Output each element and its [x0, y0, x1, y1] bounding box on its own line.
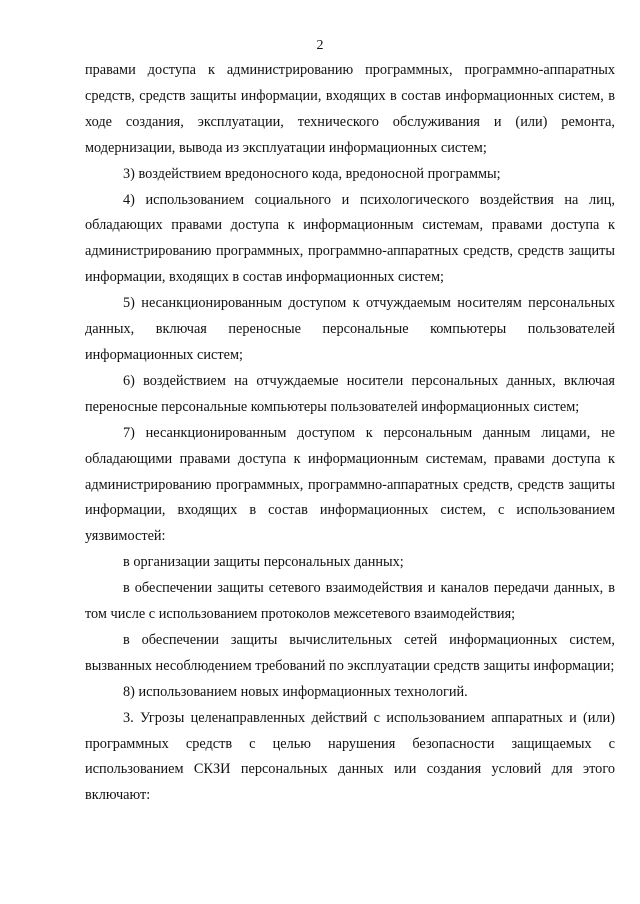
paragraph-item-5: 5) несанкционированным доступом к отчуждаемым носителям персональных данных, включая переносные персональные компьютеры пользователей информационных систем; [85, 295, 615, 363]
paragraph-continuation: правами доступа к администрированию программных, программно-аппаратных средств, средств защиты информации, входящих в состав информационных систем, в ходе создания, эксплуатации, технического обслуживания и (или) ремонта, модернизации, вывода из эксплуатации информационных систем; [85, 62, 615, 156]
paragraph-item-6: 6) воздействием на отчуждаемые носители персональных данных, включая переносные персональные компьютеры пользователей информационных систем; [85, 372, 615, 415]
paragraph-item-4: 4) использованием социального и психологического воздействия на лиц, обладающих правами доступа к информационным системам, правами доступа к администрированию программных, программно-аппаратных средств, средств защиты информации, входящих в состав информационных систем; [85, 191, 615, 286]
page-number: 2 [316, 38, 324, 53]
paragraph-item-8: 8) использованием новых информационных технологий. [123, 683, 468, 700]
paragraph-subitem-network: в обеспечении защиты сетевого взаимодействия и каналов передачи данных, в том числе с использованием протоколов межсетевого взаимодействия; [85, 580, 615, 623]
paragraph-subitem-organization: в организации защиты персональных данных; [123, 554, 404, 571]
paragraph-item-7: 7) несанкционированным доступом к персональным данным лицами, не обладающими правами доступа к информационным системам, правами доступа к администрированию программных, программно-аппаратных средств, средств защиты информации, входящих в состав информационных систем, с использованием уязвимостей: [85, 424, 615, 545]
document-body [85, 58, 615, 809]
paragraph-subitem-computing-networks: в обеспечении защиты вычислительных сетей информационных систем, вызванных несоблюдением требований по эксплуатации средств защиты информации; [85, 631, 615, 674]
paragraph-section-3: 3. Угрозы целенаправленных действий с использованием аппаратных и (или) программных средств с целью нарушения безопасности защищаемых с использованием СКЗИ персональных данных или создания условий для этого включают: [85, 709, 615, 804]
paragraph-item-3: 3) воздействием вредоносного кода, вредоносной программы; [123, 165, 501, 182]
